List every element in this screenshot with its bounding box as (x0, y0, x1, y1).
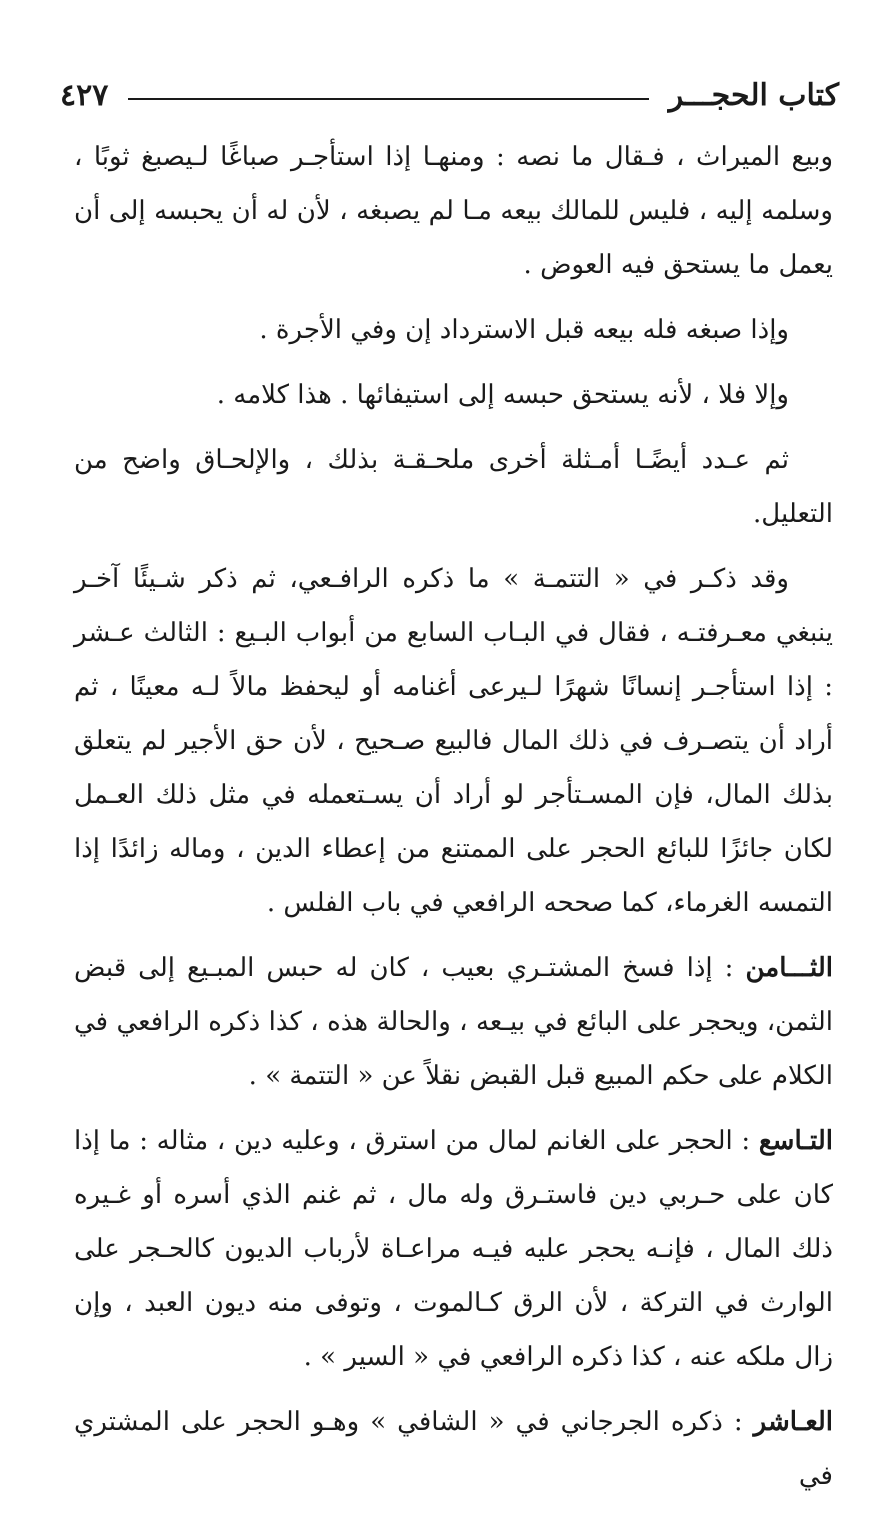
paragraph (74, 1395, 833, 1503)
paragraph: ثم عـدد أيضًـا أمـثلة أخرى ملحـقـة بذلك ، والإلحـاق واضح من التعليل. (74, 445, 833, 529)
paragraph: وبيع الميراث ، فـقال ما نصه : ومنهـا إذا استأجـر صباغًا لـيصبغ ثوبًا ، وسلمه إليه ، فليس للمالك بيعه مـا لم يصبغه ، لأن له أن يحبسه إلى أن يعمل ما يستحق فيه العوض . (74, 142, 833, 280)
paragraph: وقد ذكـر في « التتمـة » ما ذكره الرافـعي، ثم ذكر شـيئًا آخـر ينبغي معـرفتـه ، فقال في البـاب السابع من أبواب البـيع : الثالث عـشر : إذا استأجـر إنسانًا شهرًا لـيرعى أغنامه أو ليحفظ مالاً لـه معينًا ، ثم أراد أن يتصـرف في ذلك المال فالبيع صـحيح ، لأن حق الأجير لم يتعلق بذلك المال، فإن المسـتأجر لو أراد أن يسـتعمله في مثل ذلك العـمل لكان جائزًا للبائع الحجر على الممتنع من إعطاء الدين ، وماله زائدًا إذا التمسه الغرماء، كما صححه الرافعي في باب الفلس . (74, 564, 833, 918)
body-text (74, 130, 833, 1514)
paragraph (74, 941, 833, 1103)
paragraph: وإلا فلا ، لأنه يستحق حبسه إلى استيفائها . هذا كلامه . (216, 380, 789, 410)
paragraph (74, 1114, 833, 1384)
ordinal-heading: التـاسع (758, 1126, 833, 1156)
header-rule (128, 98, 648, 100)
ordinal-heading: الثـــامن (745, 953, 833, 983)
running-header (60, 72, 839, 118)
paragraph-text: : إذا فسخ المشتـري بعيب ، كان له حبس المبـيع إلى قبض الثمن، ويحجر على البائع في بيـعه ، والحالة هذه ، كذا ذكره الرافعي في الكلام على حكم المبيع قبل القبض نقلاً عن « التتمة » . (74, 953, 833, 1091)
paragraph: وإذا صبغه فله بيعه قبل الاسترداد إن وفي الأجرة . (259, 315, 789, 345)
paragraph-text: : ذكره الجرجاني في « الشافي » وهـو الحجر على المشتري في (74, 1407, 833, 1491)
ordinal-heading: العـاشر (753, 1407, 834, 1437)
page-number: ٤٢٧ (60, 77, 109, 113)
paragraph-text: : الحجر على الغانم لمال من استرق ، وعليه دين ، مثاله : ما إذا كان على حـربي دين فاستـرق وله مال ، ثم غنم الذي أسره أو غـيره ذلك المال ، فإنـه يحجر عليه فيـه مراعـاة لأرباب الديون كالحـجر على الوارث في التركة ، لأن الرق كـالموت ، وتوفى منه ديون العبد ، وإن زال ملكه عنه ، كذا ذكره الرافعي في « السير » . (74, 1126, 833, 1372)
chapter-title: كتاب الحجـــر (668, 77, 839, 113)
